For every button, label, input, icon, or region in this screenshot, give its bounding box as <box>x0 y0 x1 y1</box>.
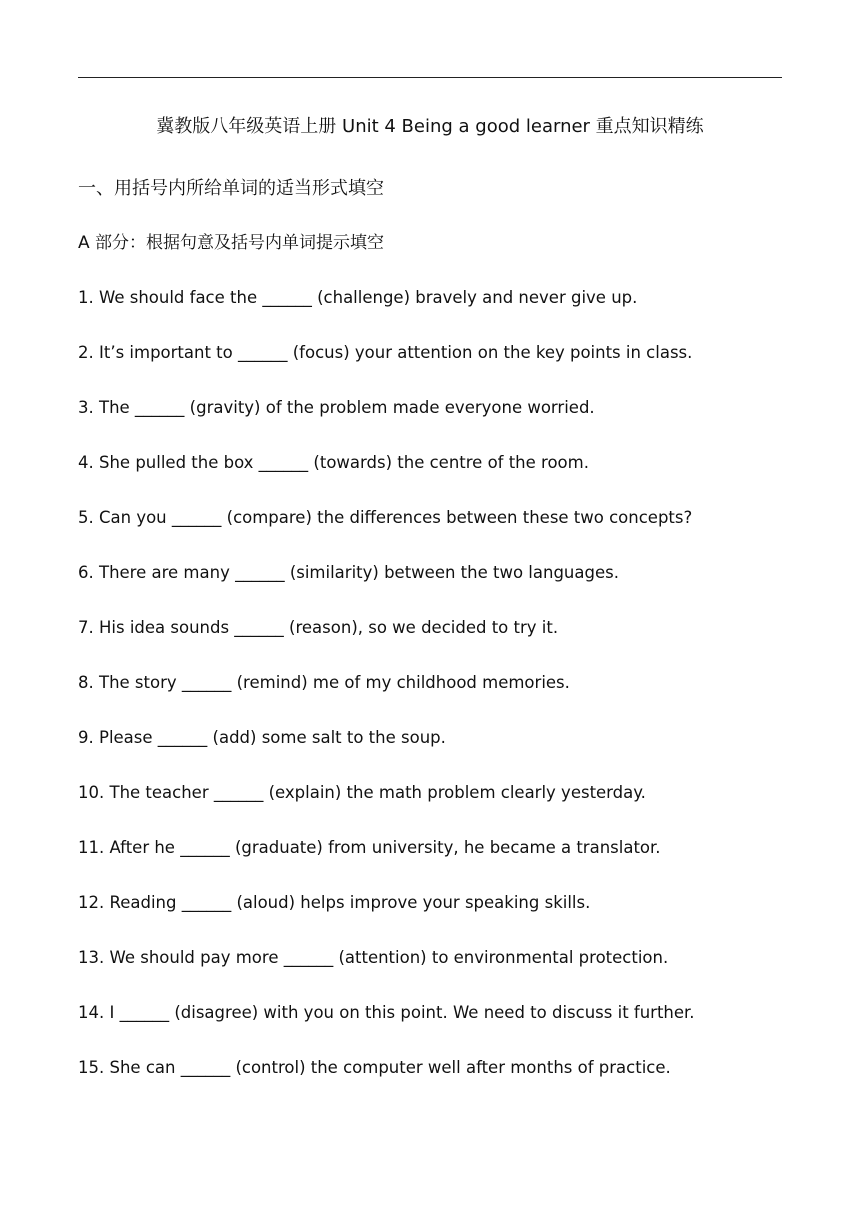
question-list <box>78 286 695 1111</box>
header-rule <box>78 77 782 78</box>
question-item: 12. Reading ______ (aloud) helps improve your speaking skills. <box>78 893 591 912</box>
section-heading: 一、用括号内所给单词的适当形式填空 <box>78 178 384 199</box>
question-item: 1. We should face the ______ (challenge) bravely and never give up. <box>78 288 638 307</box>
question-item: 5. Can you ______ (compare) the differences between these two concepts? <box>78 508 693 527</box>
part-heading: A 部分：根据句意及括号内单词提示填空 <box>78 233 385 253</box>
question-item: 8. The story ______ (remind) me of my childhood memories. <box>78 673 570 692</box>
question-item: 11. After he ______ (graduate) from university, he became a translator. <box>78 838 661 857</box>
question-item: 4. She pulled the box ______ (towards) the centre of the room. <box>78 453 589 472</box>
question-item: 15. She can ______ (control) the computer well after months of practice. <box>78 1058 671 1077</box>
question-item: 7. His idea sounds ______ (reason), so we decided to try it. <box>78 618 559 637</box>
question-item: 3. The ______ (gravity) of the problem made everyone worried. <box>78 398 595 417</box>
question-item: 10. The teacher ______ (explain) the math problem clearly yesterday. <box>78 783 646 802</box>
document-title: 冀教版八年级英语上册 Unit 4 Being a good learner 重点知识精练 <box>156 116 704 137</box>
question-item: 14. I ______ (disagree) with you on this point. We need to discuss it further. <box>78 1003 695 1022</box>
question-item: 2. It’s important to ______ (focus) your attention on the key points in class. <box>78 343 693 362</box>
question-item: 6. There are many ______ (similarity) between the two languages. <box>78 563 619 582</box>
question-item: 9. Please ______ (add) some salt to the soup. <box>78 728 446 747</box>
question-item: 13. We should pay more ______ (attention) to environmental protection. <box>78 948 669 967</box>
